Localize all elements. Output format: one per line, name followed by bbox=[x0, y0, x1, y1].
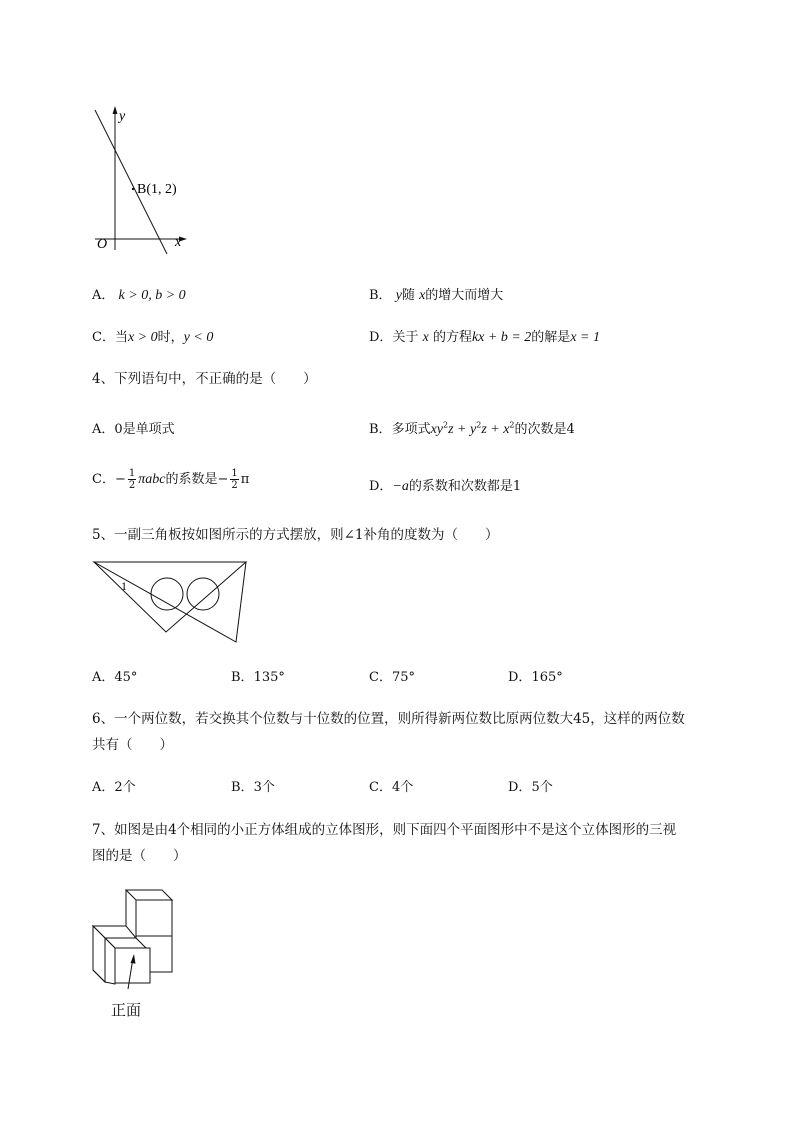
option-text: 165° bbox=[531, 670, 563, 685]
text: 的增大而增大 bbox=[425, 288, 504, 303]
option-text: 3个 bbox=[253, 780, 275, 795]
text: 时， bbox=[157, 330, 184, 345]
denominator: 2 bbox=[128, 480, 136, 491]
option-letter: B． bbox=[231, 780, 254, 795]
text: 的次数是4 bbox=[514, 422, 575, 437]
back-cube-top-face bbox=[126, 890, 172, 900]
q4-option-b[interactable] bbox=[369, 418, 575, 438]
q3-option-d[interactable] bbox=[369, 326, 600, 346]
math: xy bbox=[430, 422, 444, 437]
denominator: 2 bbox=[231, 480, 238, 491]
q4-option-d[interactable] bbox=[369, 475, 521, 495]
option-text: 75° bbox=[391, 670, 415, 685]
q6-option-d[interactable] bbox=[508, 776, 553, 795]
front-view-label: 正面 bbox=[111, 1001, 142, 1019]
angle-1-label: 1 bbox=[121, 579, 127, 593]
exponent: 2 bbox=[509, 420, 515, 430]
math: kx + b = 2 bbox=[471, 330, 532, 345]
point-b-label: B(1, 2) bbox=[137, 182, 177, 197]
text: 多项式 bbox=[391, 422, 431, 437]
front-cube-front-face bbox=[115, 948, 150, 983]
option-text: 135° bbox=[253, 670, 285, 685]
option-letter: C． bbox=[369, 670, 392, 685]
q4-option-a[interactable] bbox=[92, 418, 175, 437]
numerator: 1 bbox=[128, 468, 136, 479]
option-text: 45° bbox=[114, 670, 138, 685]
triangle-ruler-large bbox=[94, 562, 246, 642]
q5-option-b[interactable] bbox=[231, 666, 285, 685]
var-x: x bbox=[419, 288, 426, 303]
q5-option-d[interactable] bbox=[508, 666, 563, 685]
math: z + y bbox=[448, 422, 477, 437]
q7-stem-line2: 图的是（ ） bbox=[92, 848, 187, 864]
text: 的方程 bbox=[432, 330, 472, 345]
math: x > 0 bbox=[127, 330, 158, 345]
triangle-ruler-small bbox=[94, 562, 246, 632]
minus-sign: − bbox=[217, 472, 229, 487]
text: 关于 bbox=[392, 330, 419, 345]
linear-function-graph bbox=[85, 100, 200, 260]
point-b bbox=[132, 188, 134, 190]
q3-option-b[interactable] bbox=[369, 284, 503, 304]
option-letter: C． bbox=[369, 780, 392, 795]
q6-option-b[interactable] bbox=[231, 776, 275, 795]
option-letter: B． bbox=[231, 670, 254, 685]
q5-stem: 5、一副三角板按如图所示的方式摆放，则∠1补角的度数为（ ） bbox=[92, 527, 499, 543]
option-letter: A． bbox=[92, 670, 115, 685]
fraction-half bbox=[230, 468, 238, 491]
q5-option-c[interactable] bbox=[369, 666, 415, 685]
option-text: 5个 bbox=[531, 780, 553, 795]
text: 的解是 bbox=[531, 330, 571, 345]
text: 当 bbox=[114, 330, 128, 345]
option-letter: C． bbox=[92, 472, 115, 487]
math: x = 1 bbox=[570, 330, 600, 345]
math: πabc bbox=[138, 472, 166, 487]
option-letter: B． bbox=[369, 288, 392, 303]
option-letter: A． bbox=[92, 422, 115, 437]
ruler-hole-left bbox=[151, 578, 183, 610]
option-text: 2个 bbox=[114, 780, 136, 795]
triangle-rulers-figure bbox=[90, 558, 250, 648]
q4-stem: 4、下列语句中，不正确的是（ ） bbox=[92, 371, 317, 387]
fraction-half bbox=[128, 468, 136, 491]
option-letter: A． bbox=[92, 288, 115, 303]
pi: π bbox=[240, 472, 250, 487]
q3-option-c[interactable] bbox=[92, 326, 213, 346]
q3-option-a[interactable] bbox=[92, 284, 186, 304]
option-text: k > 0, b > 0 bbox=[118, 288, 186, 303]
math: −a bbox=[392, 479, 409, 494]
ruler-hole-right bbox=[187, 578, 219, 610]
option-letter: C． bbox=[92, 330, 115, 345]
q4-option-c[interactable] bbox=[92, 468, 249, 491]
q6-stem-line2: 共有（ ） bbox=[92, 737, 173, 753]
y-axis-arrow bbox=[113, 106, 118, 114]
option-letter: D． bbox=[369, 330, 393, 345]
text: 的系数是 bbox=[165, 472, 218, 487]
math: y < 0 bbox=[183, 330, 214, 345]
text: 的系数和次数都是1 bbox=[408, 479, 522, 494]
y-axis-label: y bbox=[119, 109, 126, 124]
option-letter: B． bbox=[369, 422, 392, 437]
origin-label: O bbox=[97, 237, 108, 252]
option-letter: D． bbox=[508, 670, 532, 685]
numerator: 1 bbox=[231, 468, 238, 479]
exponent: 2 bbox=[443, 420, 449, 430]
minus-sign: − bbox=[114, 472, 126, 487]
q6-option-c[interactable] bbox=[369, 776, 413, 795]
option-text: 0是单项式 bbox=[114, 422, 175, 437]
text: 随 bbox=[401, 288, 415, 303]
option-letter: D． bbox=[508, 780, 532, 795]
x-axis-label: x bbox=[175, 235, 182, 250]
q6-option-a[interactable] bbox=[92, 776, 136, 795]
var-y: y bbox=[395, 288, 402, 303]
q7-stem-line1: 7、如图是由4个相同的小正方体组成的立体图形，则下面四个平面图形中不是这个立体图形的三视 bbox=[92, 822, 677, 838]
option-text: 4个 bbox=[391, 780, 414, 795]
var-x: x bbox=[422, 330, 429, 345]
option-letter: D． bbox=[369, 479, 393, 494]
q5-option-a[interactable] bbox=[92, 666, 137, 685]
exponent: 2 bbox=[476, 420, 482, 430]
math: z + x bbox=[481, 422, 510, 437]
back-cube-upper-front bbox=[136, 900, 172, 936]
q6-stem-line1: 6、一个两位数，若交换其个位数与十位数的位置，则所得新两位数比原两位数大45，这样的两位数 bbox=[92, 711, 685, 727]
option-letter: A． bbox=[92, 780, 115, 795]
